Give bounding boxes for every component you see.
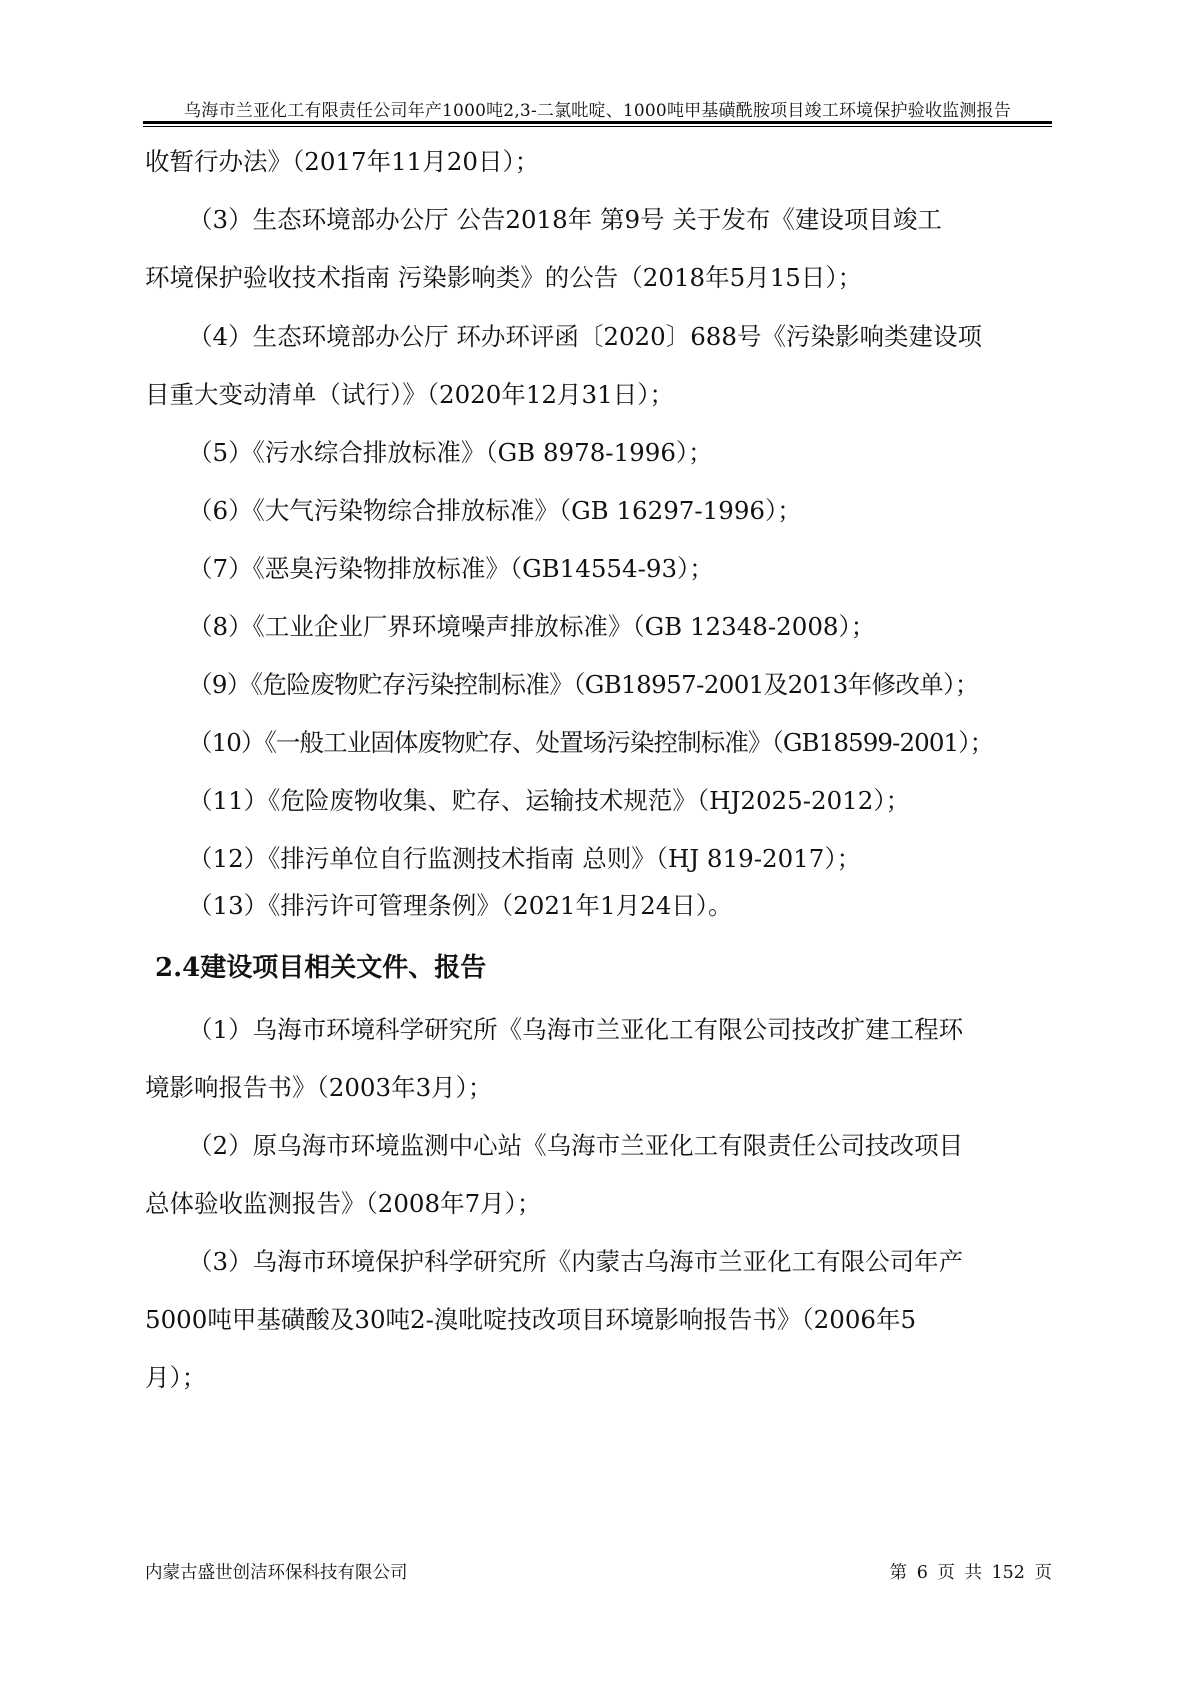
footer-company: 内蒙古盛世创洁环保科技有限公司 <box>145 1563 408 1583</box>
paragraph-line: 总体验收监测报告》（2008年7月）； <box>145 1189 542 1218</box>
footer-page-number: 第 6 页 共 152 页 <box>889 1563 1052 1583</box>
paragraph-line: 目重大变动清单（试行）》（2020年12月31日）； <box>145 380 674 409</box>
paragraph-line: 5000吨甲基磺酸及30吨2-溴吡啶技改项目环境影响报告书》（2006年5 <box>145 1305 917 1334</box>
list-item: （8）《工业企业厂界环境噪声排放标准》（GB 12348-2008）； <box>188 612 876 641</box>
header-rule-thin <box>143 126 1052 127</box>
paragraph-line: 环境保护验收技术指南 污染影响类》的公告（2018年5月15日）； <box>145 263 863 292</box>
paragraph-line: 收暂行办法》（2017年11月20日）； <box>145 147 540 176</box>
section-heading: 2.4建设项目相关文件、报告 <box>155 953 487 983</box>
list-item: （12）《排污单位自行监测技术指南 总则》（HJ 819-2017）； <box>188 844 862 873</box>
list-item: （9）《危险废物贮存污染控制标准》（GB18957-2001及2013年修改单）； <box>188 670 979 699</box>
list-item: （3）乌海市环境保护科学研究所《内蒙古乌海市兰亚化工有限公司年产 <box>188 1247 964 1276</box>
list-item: （6）《大气污染物综合排放标准》（GB 16297-1996）； <box>188 496 802 525</box>
paragraph-line: 境影响报告书》（2003年3月）； <box>145 1073 493 1102</box>
running-header: 乌海市兰亚化工有限责任公司年产1000吨2,3-二氯吡啶、1000吨甲基磺酰胺项目竣工环境保护验收监测报告 <box>184 101 1011 121</box>
list-item: （5）《污水综合排放标准》（GB 8978-1996）； <box>188 438 713 467</box>
list-item: （4）生态环境部办公厅 环办环评函〔2020〕688号《污染影响类建设项 <box>188 322 982 351</box>
list-item: （7）《恶臭污染物排放标准》（GB14554-93）； <box>188 554 714 583</box>
list-item: （1）乌海市环境科学研究所《乌海市兰亚化工有限公司技改扩建工程环 <box>188 1015 964 1044</box>
list-item: （11）《危险废物收集、贮存、运输技术规范》（HJ2025-2012）； <box>188 786 911 815</box>
list-item: （3）生态环境部办公厅 公告2018年 第9号 关于发布《建设项目竣工 <box>188 205 942 234</box>
list-item: （2）原乌海市环境监测中心站《乌海市兰亚化工有限责任公司技改项目 <box>188 1131 964 1160</box>
header-rule-thick <box>143 121 1052 124</box>
list-item: （13）《排污许可管理条例》（2021年1月24日）。 <box>188 891 733 920</box>
list-item: （10）《一般工业固体废物贮存、处置场污染控制标准》（GB18599-2001）； <box>188 728 994 757</box>
paragraph-line: 月）； <box>145 1363 207 1392</box>
